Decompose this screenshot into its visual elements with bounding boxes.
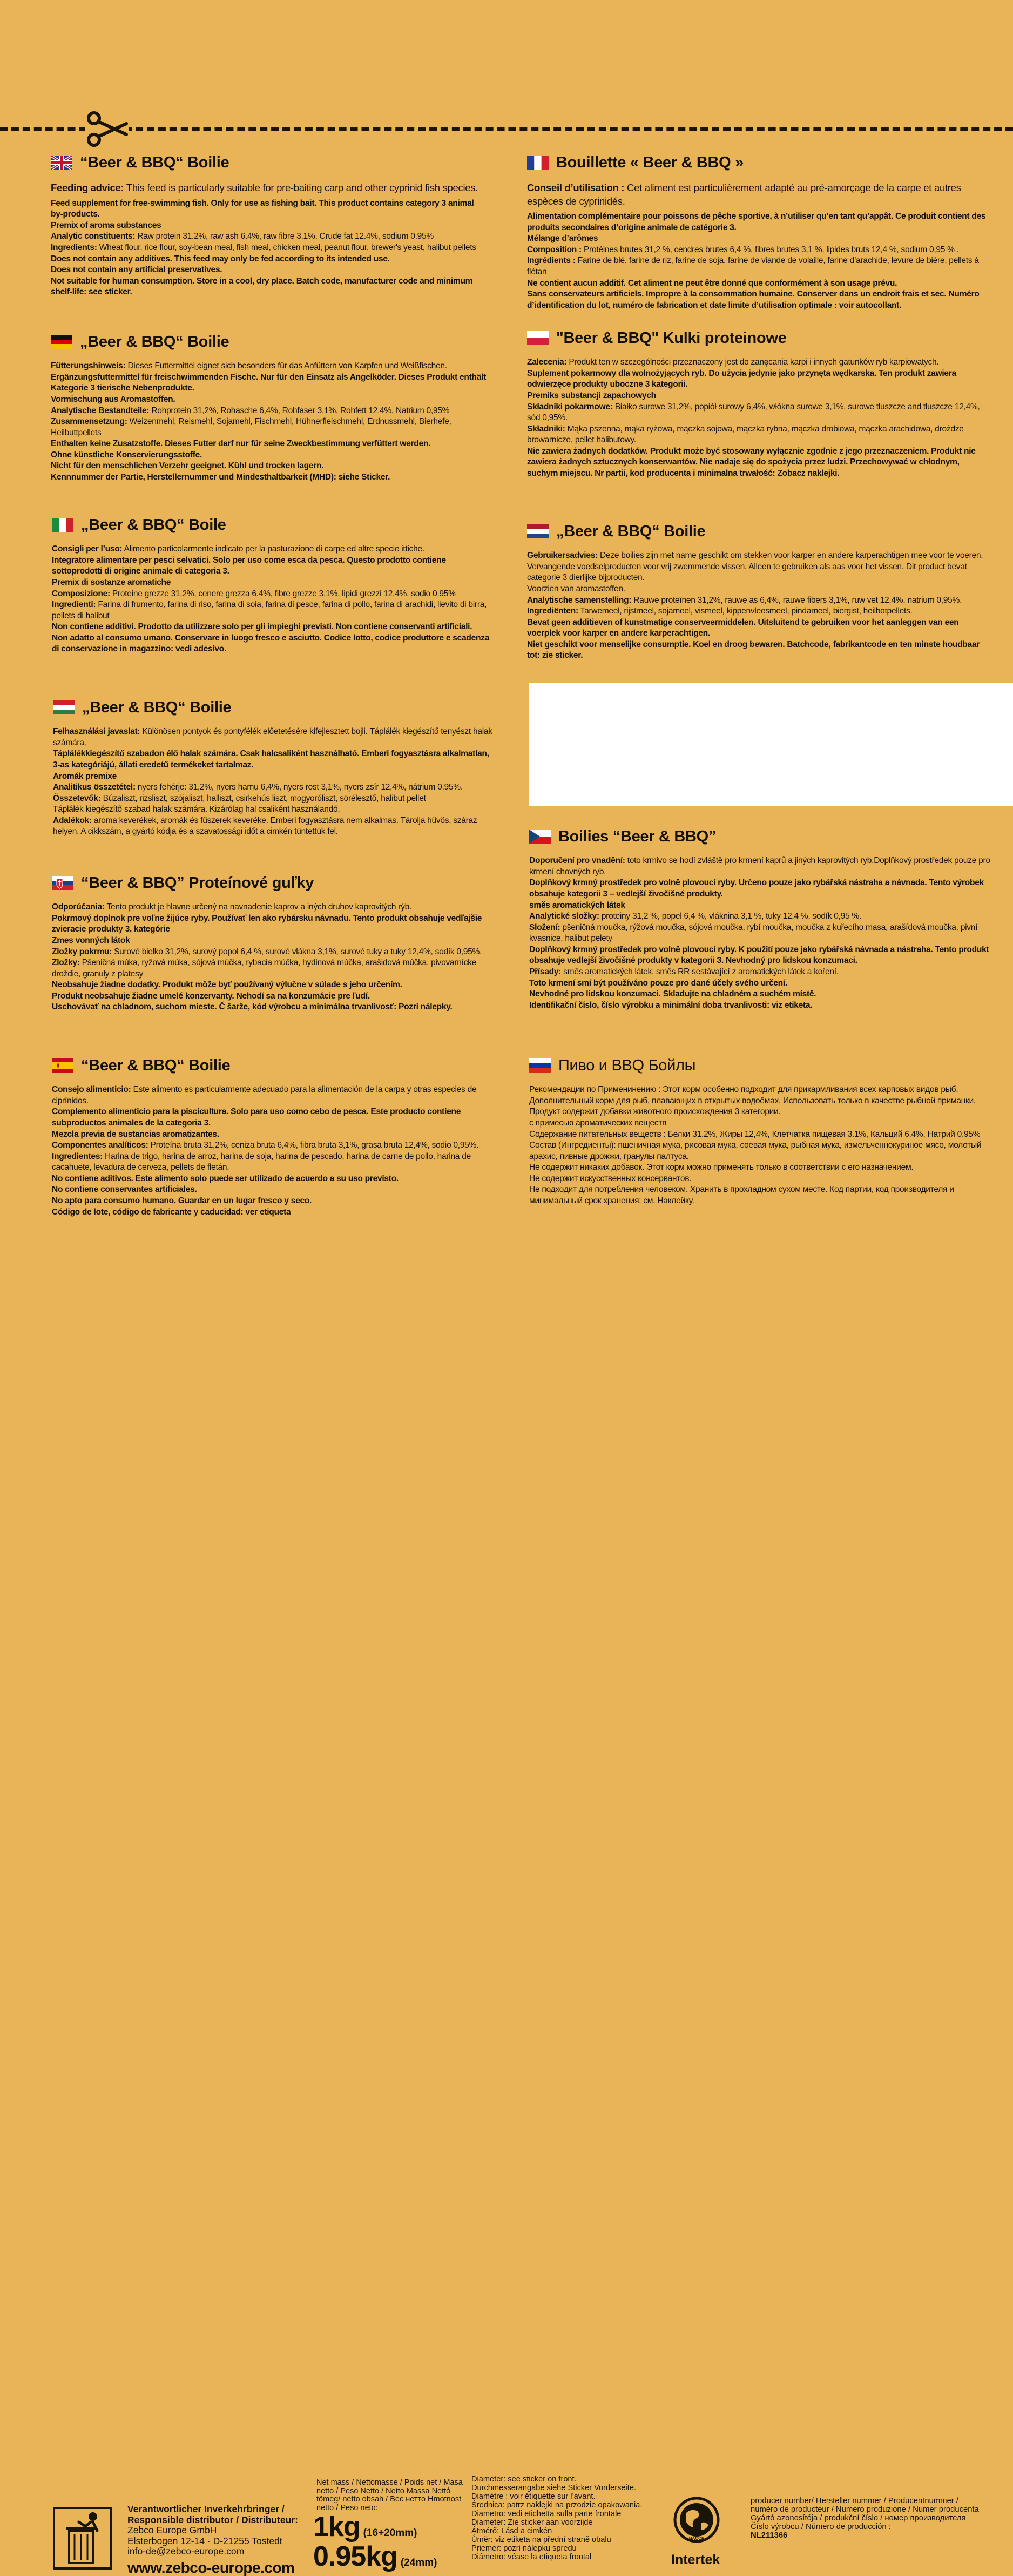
line-label: Ingrédients : (527, 256, 576, 266)
diameter-line: Durchmesserangabe siehe Sticker Vorderseite. (471, 2484, 637, 2493)
line-text: Cet aliment est particulièrement adapté au pré-amorçage de la carpe et autres espèces de cyprinidés. (527, 182, 961, 207)
line-text: Vormischung aus Aromastoffen. (51, 395, 175, 404)
line-text: Produkt ten w szczególności przeznaczony jest do zanęcania karpi i innych gatunków ryb karpiowatych. (566, 358, 939, 367)
line-text: Különösen pontyok és pontyfélék előetetésére kifejlesztett bojli. Táplálék kiegészítő tenyészt halak számára. (53, 727, 492, 747)
line-text: Pšeničná múka, ryžová múka, sójová múčka, rybacia múčka, hydinová múčka, arašidová múčka, pivovarnícke droždie, granuly z platesy (52, 958, 477, 979)
line-label: Analytické složky: (529, 912, 599, 921)
line-text: Farine de blé, farine de riz, farine de soja, farine de viande de volaille, farine d’arachide, levure de bière, pellets à flétan (527, 256, 979, 277)
section-nl (527, 521, 989, 662)
line-text: Не подходит для потребления человеком. Хранить в прохладном сухом месте. Код партии, код производителя и минимальный срок хранения: см. Наклейку. (529, 1185, 954, 1206)
line-label: Složení: (529, 922, 560, 932)
distributor-line: info-de@zebco-europe.com (127, 2546, 245, 2557)
diameter-line: Diametro: vedi etichetta sulla parte frontale (471, 2510, 622, 2519)
line-text: Zmes vonných látok (52, 936, 130, 945)
section-title (51, 152, 483, 173)
section-line (52, 935, 495, 947)
section-line (527, 368, 989, 390)
line-label: Feeding advice: (51, 182, 124, 194)
section-line (527, 424, 989, 446)
line-label: Összetevők: (53, 793, 101, 803)
line-text: směs aromatických látek (529, 900, 625, 910)
line-text: No contiene conservantes artificiales. (52, 1185, 197, 1195)
line-label: Zložky pokrmu: (52, 947, 112, 956)
intertek-label: Intertek (671, 2552, 720, 2567)
section-title-text: Boilies “Beer & BBQ” (558, 828, 717, 845)
section-sk (52, 873, 495, 1013)
distributor-title: Verantwortlicher Inverkehrbringer / Responsible distributor / Distributeur: (127, 2504, 298, 2525)
section-line (52, 991, 495, 1002)
line-text: No contiene aditivos. Este alimento solo puede ser utilizado de acuerdo a su uso previsto. (52, 1174, 399, 1183)
producer-block (751, 2497, 988, 2540)
section-fr (527, 152, 989, 311)
section-line (52, 1151, 495, 1174)
line-text: Состав (Ингредиенты): пшеничная мука, рисовая мука, соевая мука, рыбная мука, измельченнокуриное мясо, молотый арахис, пивные дрожжи, гранулы палтуса. (529, 1141, 982, 1161)
line-text: Не содержит искусственных консервантов. (529, 1174, 692, 1183)
section-title-text: "Beer & BBQ" Kulki proteinowe (556, 329, 787, 347)
section-line (51, 450, 494, 461)
line-label: Doporučení pro vnadění: (529, 856, 625, 866)
line-label: Zložky: (52, 958, 80, 968)
section-line (527, 255, 989, 278)
line-text: aroma keverékek, aromák és fűszerek keveréke. Emberi fogyasztásra nem alkalmas. Tárolja hűvös, száraz helyen. A cikkszám, a gyártó kódja és a szavatossági időt a cimkén tüntettük fel. (53, 815, 477, 837)
line-label: Ingredienti: (52, 600, 96, 610)
section-line (52, 1174, 495, 1185)
section-title (53, 697, 496, 718)
line-text: Bevat geen additieven of kunstmatige conserveermiddelen. Uitsluitend te gebruiken voor het aanleggen van een voerplek voor karper en andere karperachtigen. (527, 617, 959, 638)
section-line (53, 771, 496, 783)
producer-line: producer number/ Hersteller nummer / Producentnummer / (751, 2497, 958, 2505)
section-line (527, 402, 989, 424)
section-line (527, 390, 989, 402)
diameter-block (471, 2475, 666, 2561)
line-text: Not suitable for human consumption. Store in a cool, dry place. Batch code, manufacturer code and minimum shelf-life: see sticker. (51, 276, 473, 297)
line-text: Doplňkový krmný prostředek pro volně plovoucí ryby. K použití pouze jako rybářská návnada a nástraha. Tento produkt obsahuje vedlejší živočišné produkty v kategorii 3. Nevhodný pro lidskou konzumaci. (529, 945, 989, 966)
line-text: Doplňkový krmný prostředek pro volně plovoucí ryby. Určeno pouze jako rybářská nástraha a návnada. Tento výrobek obsahuje kategorii 3 – vedlejší živočišné produkty. (529, 878, 984, 899)
line-text: toto krmivo se hodí zvláště pro krmení kaprů a jiných kaprovitých ryb.Doplňkový prostředek pouze pro krmení chovných ryb. (529, 856, 990, 876)
section-line (529, 967, 991, 978)
section-line (52, 913, 495, 935)
line-label: Składniki: (527, 424, 565, 434)
diameter-line: Átmérő: Lásd a cimkén (471, 2527, 552, 2536)
diameter-line: Ůmĕr: viz etiketa na přední straně obalu (471, 2535, 611, 2545)
line-text: Enthalten keine Zusatzstoffe. Dieses Futter darf nur für seine Zweckbestimmung verfüttert werden. (51, 439, 431, 449)
line-text: Premix of aroma substances (51, 220, 161, 230)
line-label: Odporúčania: (52, 902, 105, 912)
flag-poland-icon (527, 331, 549, 345)
line-text: Рекомендации по Применинению : Этот корм особенно подходит для прикармливания всех карповых видов рыб. (529, 1085, 958, 1095)
section-line (51, 406, 494, 417)
line-text: Deze boilies zijn met name geschikt om stekken voor karper en andere karperachtigen mee voor te voeren. Vervangende voedselproducten voor vrij zwemmende vissen. Alleen te gebruiken als aas voor het vissen. Dit product bevat categorie 3 dierlijke bijproducten. (527, 551, 983, 583)
cut-line (0, 127, 1013, 131)
line-text: Ergänzungsfuttermittel für freischwimmenden Fische. Nur für den Einsatz als Angelköder. Dieses Produkt enthält Kategorie 3 tierische Nebenprodukte. (51, 372, 487, 393)
line-text: Kennnummer der Partie, Herstellernummer und Mindesthaltbarkeit (MHD): siehe Sticker. (51, 473, 390, 482)
section-line (52, 622, 495, 633)
line-text: Ne contient aucun additif. Cet aliment ne peut être donné que conformément à son usage prévu. (527, 278, 897, 288)
line-text: Weizenmehl, Reismehl, Sojamehl, Fischmehl, Hühnerfleischmehl, Erdnussmehl, Bierhefe, Heilbuttpellets (51, 417, 451, 437)
line-text: Produkt neobsahuje žiadne umelé konzervanty. Nehodí sa na konzumácie pre ľudí. (52, 991, 370, 1001)
line-label: Ingredientes: (52, 1151, 103, 1161)
section-line (51, 472, 494, 483)
line-text: Premix di sostanze aromatiche (52, 578, 171, 587)
line-label: Consejo alimenticio: (52, 1085, 131, 1095)
producer-line: numéro de producteur / Numero produzione / Numer producenta (751, 2505, 979, 2514)
section-title (527, 328, 989, 348)
section-line (52, 599, 495, 622)
white-label-area (529, 683, 1013, 806)
line-text: Proteína bruta 31,2%, ceniza bruta 6,4%, fibra bruta 3,1%, grasa bruta 12,4%, sodio 0,95%. (148, 1141, 479, 1150)
line-text: Niet geschikt voor menselijke consumptie. Koel en droog bewaren. Batchcode, fabrikantcode en ten minste houdbaar tot: zie sticker. (527, 639, 980, 660)
section-line (527, 245, 989, 256)
section-line (52, 1207, 495, 1218)
section-line (51, 372, 494, 394)
section-pl (527, 328, 989, 480)
section-line (529, 922, 991, 945)
section-line (52, 577, 495, 589)
weight-1kg-note: (16+20mm) (363, 2527, 417, 2539)
line-label: Analytische Bestandteile: (51, 406, 150, 415)
producer-line: Číslo výrobcu / Número de producción : (751, 2522, 891, 2531)
line-text: Дополнительный корм для рыб, плавающих в открытых водоёмах. Использовать только в качестве рыбной приманки. Продукт содержит добавки животного происхождения 3 категории. (529, 1096, 976, 1117)
line-label: Ingredients: (51, 242, 97, 252)
line-label: Analitikus összetétel: (53, 783, 136, 792)
line-text: Táplálék kiegészítő szabad halak számára. Kizárólag hal csaliként használandó. (53, 805, 340, 814)
section-line (527, 278, 989, 289)
section-line (52, 633, 495, 655)
section-title-text: „Beer & BBQ“ Boilie (556, 523, 706, 540)
section-line (51, 242, 483, 254)
section-line (52, 957, 495, 980)
line-label: Zusammensetzung: (51, 417, 127, 427)
line-text: Premiks substancji zapachowych (527, 391, 656, 400)
line-label: Consigli per l’uso: (52, 544, 123, 554)
line-text: Aromák premixe (53, 771, 117, 781)
line-text: Nevhodné pro lidskou konzumaci. Skladujte na chladném a suchém místě. (529, 989, 816, 999)
line-label: Composizione: (52, 589, 110, 598)
line-text: Código de lote, código de fabricante y caducidad: ver etiqueta (52, 1207, 291, 1217)
section-line (529, 855, 991, 878)
section-title (52, 1055, 495, 1076)
line-text: Identifikační číslo, číslo výrobku a minimální doba trvanlivosti: viz etiketa. (529, 1000, 813, 1010)
section-line (527, 233, 989, 245)
line-text: Integratore alimentare per pesci selvatici. Solo per uso come esca da pesca. Questo prodotto contiene sottoprodotti di origine animale di categoria 3. (52, 555, 446, 576)
flag-germany-icon (51, 335, 72, 349)
section-line (527, 617, 989, 639)
section-title (52, 515, 495, 535)
line-text: Nicht für den menschlichen Verzehr geeignet. Kühl und trocken lagern. (51, 461, 324, 471)
line-text: Toto krmení smí být používáno pouze pro dané účely svého určení. (529, 978, 787, 988)
section-it (52, 515, 495, 655)
line-text: Alimento particolarmente indicato per la pasturazione di carpe ed altre specie ittiche. (122, 544, 424, 554)
footer (0, 1237, 1013, 2576)
section-line (51, 416, 494, 439)
section-line (527, 446, 989, 480)
section-line (52, 947, 495, 958)
section-line (51, 361, 494, 372)
section-line (529, 900, 991, 912)
section-line (53, 804, 496, 815)
line-label: Felhasználási javaslat: (53, 727, 140, 737)
net-mass-label: Net mass / Nettomasse / Poids net / Masa netto / Peso Netto / Netto Massa Nettó tömeg/ netto obsah / Вес нетто Hmotnost netto / Peso neto: (316, 2478, 463, 2512)
section-line (52, 1107, 495, 1129)
line-text: Proteine grezze 31.2%, cenere grezza 6.4%, fibre grezze 3.1%, lipidi grezzi 12.4%, sodio 0.95% (110, 589, 456, 598)
section-line (529, 1096, 991, 1118)
section-line (53, 782, 496, 793)
section-line (52, 544, 495, 555)
section-line (53, 815, 496, 838)
line-label: Analytische samenstelling: (527, 595, 632, 605)
section-line (51, 198, 483, 220)
section-line (529, 1174, 991, 1185)
section-title (52, 873, 495, 893)
flag-italy-icon (52, 518, 73, 532)
section-line (527, 357, 989, 368)
line-label: Gebruikersadvies: (527, 551, 598, 561)
weight-095kg-note: (24mm) (400, 2557, 437, 2568)
line-text: Sans conservateurs artificiels. Impropre à la consommation humaine. Conserver dans un endroit frais et sec. Numéro d’identification du lot, numéro de fabrication et date limite d’utilisation optimale : voir autocollant. (527, 289, 980, 310)
producer-line: Gyártó azonosítója / produkční číslo / номер производителя (751, 2513, 966, 2523)
section-line (52, 1184, 495, 1196)
line-text: Mélange d’arômes (527, 234, 598, 244)
line-label: Composition : (527, 245, 582, 254)
line-label: Zalecenia: (527, 358, 567, 367)
line-text: Содержание питательных веществ : Белки 31.2%, Жиры 12,4%, Клетчатка пищевая 3.1%, Кальций 6.4%, Натрий 0.95% (529, 1129, 981, 1139)
weight-095kg: 0.95kg (313, 2540, 397, 2572)
section-line (529, 1129, 991, 1141)
section-line (529, 945, 991, 967)
section-line (52, 555, 495, 577)
section-line (51, 265, 483, 276)
section-line (51, 439, 494, 450)
line-text: с примесью ароматических веществ (529, 1118, 667, 1128)
line-text: Uschovávať na chladnom, suchom mieste. Č šarže, kód výrobcu a minimálna trvanlivosť: Pozri nálepky. (52, 1002, 453, 1012)
section-title (529, 1055, 991, 1076)
section-title (527, 521, 989, 542)
section-title-text: “Beer & BBQ“ Boilie (81, 1057, 231, 1074)
line-text: Does not contain any artificial preservatives. (51, 265, 222, 275)
line-label: Ingrediënten: (527, 606, 578, 616)
flag-uk-icon (51, 156, 72, 170)
line-text: Alimentation complémentaire pour poissons de pêche sportive, à n’utiliser qu’en tant qu’appât. Ce produit contient des produits secondaires d’origine animale de catégorie 3. (527, 212, 986, 232)
flag-netherlands-icon (527, 524, 549, 538)
section-line (51, 394, 494, 406)
line-label: Adalékok: (53, 815, 92, 825)
section-line (527, 211, 989, 233)
section-de (51, 332, 494, 483)
flag-slovakia-icon (52, 876, 73, 890)
section-title (529, 826, 991, 847)
line-text: Raw protein 31.2%, raw ash 6.4%, raw fibre 3.1%, Crude fat 12.4%, sodium 0.95% (135, 232, 434, 241)
diameter-line: Diámetro: véase la etiqueta frontal (471, 2553, 592, 2562)
line-text: Feed supplement for free-swimming fish. Only for use as fishing bait. This product contains category 3 animal by-products. (51, 198, 474, 219)
diameter-line: Średnica: patrz naklejki na przodzie opakowania. (471, 2501, 643, 2510)
section-line (529, 1184, 991, 1206)
line-text: Rohprotein 31,2%, Rohasche 6,4%, Rohfaser 3,1%, Rohfett 12,4%, Natrium 0,95% (149, 406, 450, 415)
line-text: Mezcla previa de sustancias aromatizantes. (52, 1129, 219, 1139)
section-title-text: “Beer & BBQ“ Boilie (80, 154, 229, 171)
line-text: Neobsahuje žiadne dodatky. Produkt môže byť používaný výlučne v súlade s jeho určením. (52, 980, 402, 990)
line-text: Táplálékkiegészítő szabadon élő halak számára. Csak halcsaliként használható. Emberi fogyasztásra alkalmatlan, 3-as kategóriájú, állati eredetű termékeket tartalmaz. (53, 749, 489, 770)
section-line (52, 1084, 495, 1107)
section-line (52, 1129, 495, 1141)
section-line (52, 902, 495, 913)
section-line (51, 461, 494, 472)
section-line (52, 1196, 495, 1207)
line-label: Składniki pokarmowe: (527, 402, 613, 412)
section-es (52, 1055, 495, 1218)
section-line (53, 748, 496, 771)
line-text: Protéines brutes 31,2 %, cendres brutes 6,4 %, fibres brutes 3,1 %, lipides bruts 12,4 %, sodium 0,95 % . (581, 245, 959, 254)
section-hu (53, 697, 496, 838)
weight-1kg: 1kg (313, 2511, 360, 2543)
line-text: Harina de trigo, harina de arroz, harina de soja, harina de pescado, harina de carne de pollo, harina de cacahuete, levadura de cerveza, pellets de fletán. (52, 1151, 471, 1172)
distributor-line: Elsterbogen 12-14 · D-21255 Tostedt (127, 2535, 282, 2546)
section-line (529, 911, 991, 922)
section-line (52, 1002, 495, 1013)
distributor-block (127, 2504, 306, 2576)
section-line (51, 276, 483, 298)
line-text: Pokrmový doplnok pre voľne žijúce ryby. Používať len ako rybársku návnadu. Tento produkt obsahuje vedľajšie zvieracie produkty 3. kategórie (52, 913, 482, 934)
weight-block (313, 2511, 437, 2573)
section-line (527, 584, 989, 595)
flag-hungary-icon (53, 700, 75, 714)
line-text: Non contiene additivi. Prodotto da utilizzare solo per gli impieghi previsti. Non contiene conservanti artificiali. (52, 622, 472, 632)
distributor-line: Zebco Europe GmbH (127, 2525, 217, 2536)
line-text: Surové bielko 31,2%, surový popol 6,4 %, surové vlákna 3,1%, surové tuky a tuky 12,4%, sodík 0,95%. (112, 947, 482, 956)
line-text: Complemento alimenticio para la piscicultura. Solo para uso como cebo de pesca. Este producto contiene subproductos animales de la categoria 3. (52, 1107, 461, 1128)
line-label: Componentes analíticos: (52, 1141, 148, 1150)
section-line (53, 793, 496, 805)
section-line (529, 1162, 991, 1174)
line-text: Białko surowe 31,2%, popiół surowy 6,4%, włókna surowe 3,1%, surowe tłuszcze and tłuszcze 12,4%, sód 0,95%. (527, 402, 980, 423)
section-line (529, 978, 991, 989)
section-line (527, 550, 989, 584)
line-text: Voorzien van aromastoffen. (527, 584, 625, 594)
line-text: Не содержит никаких добавок. Этот корм можно применять только в соответствии с его назначением. (529, 1163, 914, 1172)
line-text: No apto para consumo humano. Guardar en un lugar fresco y seco. (52, 1196, 312, 1206)
line-text: pšeničná moučka, rýžová moučka, sójová moučka, rybí moučka, moučka z kuřecího masa, arašídová moučka, pivní kvasnice, halibut pelety (529, 922, 978, 943)
line-label: Přísady: (529, 967, 562, 977)
line-text: Suplement pokarmowy dla wolnożyjących ryb. Do użycia jedynie jako przynęta wędkarska. Ten produkt zawiera odwierzęce produkty uboczne 3 kategorii. (527, 368, 956, 389)
producer-line: NL211366 (751, 2531, 788, 2540)
section-line (51, 181, 483, 194)
line-text: směs aromatických látek, směs RR sestávající z aromatických látek a koření. (561, 967, 839, 977)
section-title-text: “Beer & BBQ” Proteínové guľky (81, 874, 314, 892)
diameter-line: Diamètre : voir étiquette sur l’avant. (471, 2492, 596, 2501)
section-title-text: Bouillette « Beer & BBQ » (556, 154, 744, 171)
line-label: Analytic constituents: (51, 232, 136, 241)
flag-france-icon (527, 156, 549, 170)
website-link[interactable]: www.zebco-europe.com (127, 2559, 295, 2576)
line-text: Dieses Futtermittel eignet sich besonders für das Anfüttern von Karpfen und Weißfischen. (125, 361, 447, 371)
section-en (51, 152, 483, 298)
section-ru (529, 1055, 991, 1207)
line-text: nyers fehérje: 31,2%, nyers hamu 6,4%, nyers rost 3,1%, nyers zsír 12,4%, nátrium 0,95%. (135, 783, 463, 792)
scissors-icon (85, 111, 129, 147)
flag-spain-icon (52, 1058, 73, 1073)
line-text: Rauwe proteïnen 31,2%, rauwe as 6,4%, rauwe fibers 3,1%, ruw vet 12,4%, natrium 0,95%. (631, 595, 962, 605)
section-line (527, 289, 989, 311)
section-line (529, 1118, 991, 1129)
line-text: Búzaliszt, rizsliszt, szójaliszt, halliszt, csirkehús liszt, mogyoróliszt, sörélesztő, halibut pellet (100, 793, 426, 803)
line-text: This feed is particularly suitable for pre-baiting carp and other cyprinid fish species. (124, 182, 478, 194)
section-title (527, 152, 989, 173)
section-line (52, 1140, 495, 1151)
section-line (529, 989, 991, 1000)
flag-czech-icon (529, 830, 551, 844)
line-text: proteiny 31,2 %, popel 6,4 %, vláknina 3,1 %, tuky 12,4 %, sodík 0,95 %. (599, 912, 862, 921)
diameter-line: Diameter: Zie sticker aan voorzijde (471, 2518, 593, 2527)
line-text: Este alimento es particularmente adecuado para la alimentación de la carpa y otras especies de ciprínidos. (52, 1085, 477, 1105)
line-label: Conseil d’utilisation : (527, 182, 625, 194)
line-text: Wheat flour, rice flour, soy-bean meal, fish meal, chicken meal, peanut flour, brewer's yeast, halibut pellets (97, 242, 476, 252)
waste-bin-icon (53, 2507, 112, 2570)
section-line (527, 181, 989, 208)
section-line (527, 595, 989, 606)
section-title-text: „Beer & BBQ“ Boilie (82, 699, 232, 716)
section-line (527, 639, 989, 662)
line-text: Does not contain any additives. This feed may only be fed according to its intended use. (51, 254, 390, 264)
line-text: Ohne künstliche Konservierungsstoffe. (51, 450, 202, 460)
line-text: Non adatto al consumo umano. Conservare in luogo fresco e asciutto. Codice lotto, codice produttore e scadenza di conservazione in magazzino: vedi adesivo. (52, 633, 490, 654)
line-text: Nie zawiera żadnych dodatków. Produkt może być stosowany wyłącznie zgodnie z jego przeznaczeniem. Produkt nie zawiera żadnych sztucznych konserwantów. Nie nadaje się do spożycia przez ludzi. Przechowywać w chłodnym, suchym miejscu. Nr partii, kod producenta i minimalna trwałość: Zobacz naklejki. (527, 446, 976, 478)
section-line (51, 254, 483, 265)
section-line (529, 1000, 991, 1011)
line-text: Tarwemeel, rijstmeel, sojameel, vismeel, kippenvleesmeel, pindameel, biergist, heilbotpellets. (578, 606, 913, 616)
section-line (527, 606, 989, 617)
haccp-label: HACCP (688, 2536, 705, 2541)
line-text: Tento produkt je hlavne určený na navnadenie kaprov a iných druhov kaprovitých rýb. (104, 902, 412, 912)
section-line (529, 1084, 991, 1096)
diameter-line: Diameter: see sticker on front. (471, 2475, 577, 2484)
section-line (52, 980, 495, 991)
section-title-text: „Beer & BBQ“ Boile (81, 516, 226, 534)
section-line (51, 220, 483, 232)
line-text: Mąka pszenna, mąka ryżowa, mączka sojowa, mączka rybna, mączka drobiowa, mączka arachidowa, drożdże browarnicze, pellet halibutowy. (527, 424, 964, 445)
section-line (51, 231, 483, 242)
section-title-text: Пиво и BBQ Бойлы (558, 1057, 696, 1074)
section-line (53, 726, 496, 748)
section-line (529, 878, 991, 900)
section-title-text: „Beer & BBQ“ Boilie (80, 333, 229, 350)
section-line (529, 1140, 991, 1162)
section-line (52, 589, 495, 600)
section-title (51, 332, 494, 352)
section-cz (529, 826, 991, 1011)
line-label: Fütterungshinweis: (51, 361, 126, 371)
diameter-line: Priemer: pozri nálepku spredu (471, 2544, 577, 2553)
flag-russia-icon (529, 1058, 551, 1073)
line-text: Farina di frumento, farina di riso, farina di soia, farina di pesce, farina di pollo, farina di arachidi, lievito di birra, pellets di halibut (52, 600, 487, 621)
